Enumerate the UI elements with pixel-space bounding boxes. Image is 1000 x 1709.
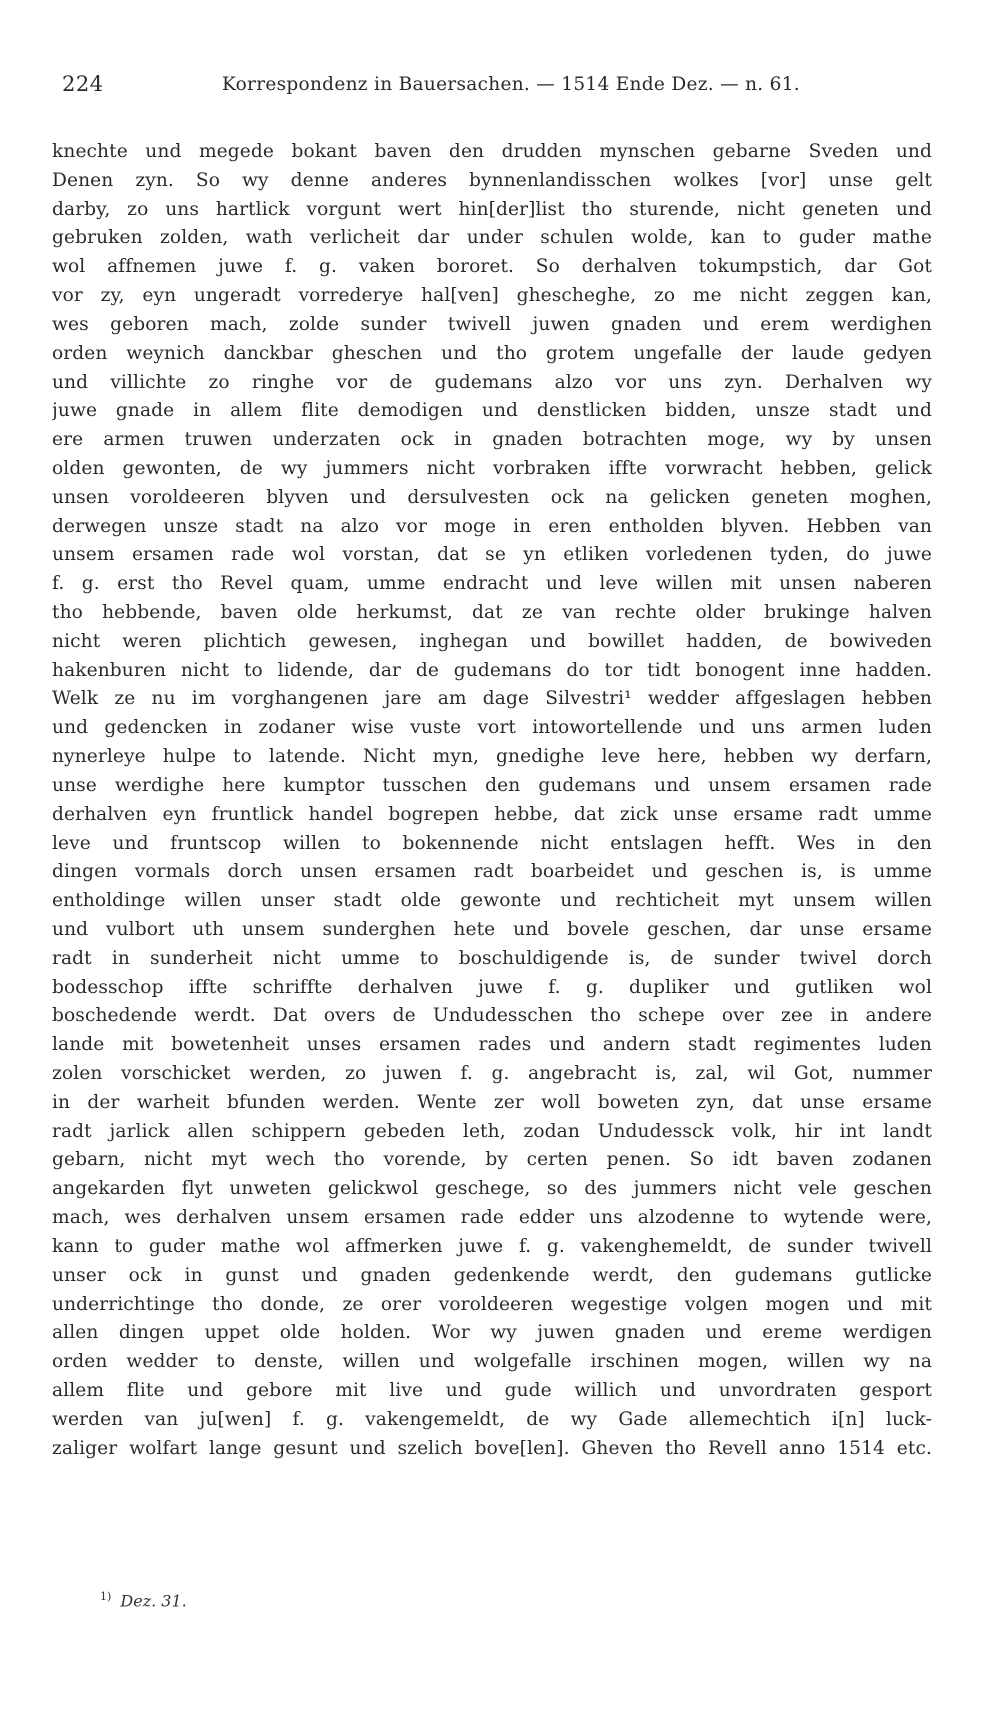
text-line: allen dingen uppet olde holden. Wor wy juwen gnaden und ereme werdigen (52, 1322, 932, 1344)
text-line: entholdinge willen unser stadt olde gewonte und rechticheit myt unsem willen (52, 890, 932, 912)
text-line: olden gewonten, de wy jummers nicht vorbraken iffte vorwracht hebben, gelick (52, 457, 932, 479)
footnote-text: Dez. 31. (120, 1591, 187, 1611)
text-line: Welk ze nu im vorghangenen jare am dage Silvestri¹ wedder affgeslagen hebben (52, 688, 932, 710)
text-line: in der warheit bfunden werden. Wente zer woll boweten zyn, dat unse ersame (52, 1091, 932, 1113)
text-line: unser ock in gunst und gnaden gedenkende werdt, den gudemans gutlicke (52, 1264, 932, 1286)
footnote (100, 1590, 187, 1610)
text-line: unse werdighe here kumptor tusschen den gudemans und unsem ersamen rade (52, 774, 932, 796)
text-line: orden weynich danckbar gheschen und tho grotem ungefalle der laude gedyen (52, 342, 932, 364)
text-line: und villichte zo ringhe vor de gudemans alzo vor uns zyn. Derhalven wy (52, 371, 932, 393)
text-line: mach, wes derhalven unsem ersamen rade edder uns alzodenne to wytende were, (52, 1207, 932, 1229)
text-line: boschedende werdt. Dat overs de Undudesschen tho schepe over zee in andere (52, 1005, 932, 1027)
text-line: knechte und megede bokant baven den drudden mynschen gebarne Sveden und (52, 141, 932, 162)
text-line: allem flite und gebore mit live und gude willich und unvordraten gesport (52, 1379, 932, 1401)
page-header (62, 72, 942, 112)
text-line: nynerleye hulpe to latende. Nicht myn, gnedighe leve here, hebben wy derfarn, (52, 746, 932, 768)
text-line: orden wedder to denste, willen und wolgefalle irschinen mogen, willen wy na (52, 1351, 932, 1373)
running-head: Korrespondenz in Bauersachen. — 1514 Ende Dez. — n. 61. (222, 74, 800, 95)
text-line: hakenburen nicht to lidende, dar de gudemans do tor tidt bonogent inne hadden. (52, 659, 932, 681)
text-line: und vulbort uth unsem sunderghen hete und bovele geschen, dar unse ersame (52, 918, 932, 940)
text-line: bodesschop iffte schriffte derhalven juwe f. g. dupliker und gutliken wol (52, 976, 932, 998)
text-line: darby, zo uns hartlick vorgunt wert hin[der]list tho sturende, nicht geneten und (52, 198, 932, 220)
text-line: und gedencken in zodaner wise vuste vort intowortellende und uns armen luden (52, 717, 932, 739)
text-line: derhalven eyn fruntlick handel bogrepen hebbe, dat zick unse ersame radt umme (52, 803, 932, 825)
text-line: juwe gnade in allem flite demodigen und denstlicken bidden, unsze stadt und (52, 400, 932, 422)
text-line-last (52, 1463, 932, 1492)
text-line: unsen voroldeeren blyven und dersulvesten ock na gelicken geneten moghen, (52, 486, 932, 508)
text-line: leve und fruntscop willen to bokennende nicht entslagen hefft. Wes in den (52, 832, 932, 854)
text-line: angekarden flyt unweten gelickwol geschege, so des jummers nicht vele geschen (52, 1178, 932, 1200)
text-line: gebarn, nicht myt wech tho vorende, by certen penen. So idt baven zodanen (52, 1149, 932, 1171)
text-line: ere armen truwen underzaten ock in gnaden botrachten moge, wy by unsen (52, 429, 932, 451)
text-line: wol affnemen juwe f. g. vaken bororet. So derhalven tokumpstich, dar Got (52, 256, 932, 278)
text-line: zolen vorschicket werden, zo juwen f. g. angebracht is, zal, wil Got, nummer (52, 1063, 932, 1084)
body-text (52, 138, 932, 1492)
text-line: derwegen unsze stadt na alzo vor moge in eren entholden blyven. Hebben van (52, 515, 932, 537)
text-line: f. g. erst tho Revel quam, umme endracht und leve willen mit unsen naberen (52, 573, 932, 595)
text-line: vor zy, eyn ungeradt vorrederye hal[ven] ghescheghe, zo me nicht zeggen kan, (52, 285, 932, 307)
text-line: unsem ersamen rade wol vorstan, dat se yn etliken vorledenen tyden, do juwe (52, 544, 932, 566)
text-line: Denen zyn. So wy denne anderes bynnenlandisschen wolkes [vor] unse gelt (52, 169, 932, 191)
text-line: radt in sunderheit nicht umme to boschuldigende is, de sunder twivel dorch (52, 947, 932, 969)
page-number: 224 (62, 72, 104, 96)
text-line: wes geboren mach, zolde sunder twivell juwen gnaden und erem werdighen (52, 313, 932, 335)
text-line: lande mit bowetenheit unses ersamen rades und andern stadt regimentes luden (52, 1034, 932, 1056)
text-line: underrichtinge tho donde, ze orer voroldeeren wegestige volgen mogen und mit (52, 1293, 932, 1315)
text-line: tho hebbende, baven olde herkumst, dat ze van rechte older brukinge halven (52, 602, 932, 623)
text-line: zaliger wolfart lange gesunt und szelich bove[len]. Gheven tho Revell anno 1514 etc. (52, 1437, 932, 1459)
footnote-mark: 1) (100, 1590, 112, 1603)
text-line: gebruken zolden, wath verlicheit dar under schulen wolde, kan to guder mathe (52, 227, 932, 249)
text-line: nicht weren plichtich gewesen, inghegan und bowillet hadden, de bowiveden (52, 630, 932, 652)
text-line: kann to guder mathe wol affmerken juwe f. g. vakenghemeldt, de sunder twivell (52, 1235, 932, 1257)
text-line: radt jarlick allen schippern gebeden leth, zodan Undudessck volk, hir int landt (52, 1120, 932, 1142)
text-line: werden van ju[wen] f. g. vakengemeldt, de wy Gade allemechtich i[n] luck- (52, 1408, 932, 1430)
text-line: dingen vormals dorch unsen ersamen radt boarbeidet und geschen is, is umme (52, 861, 932, 883)
